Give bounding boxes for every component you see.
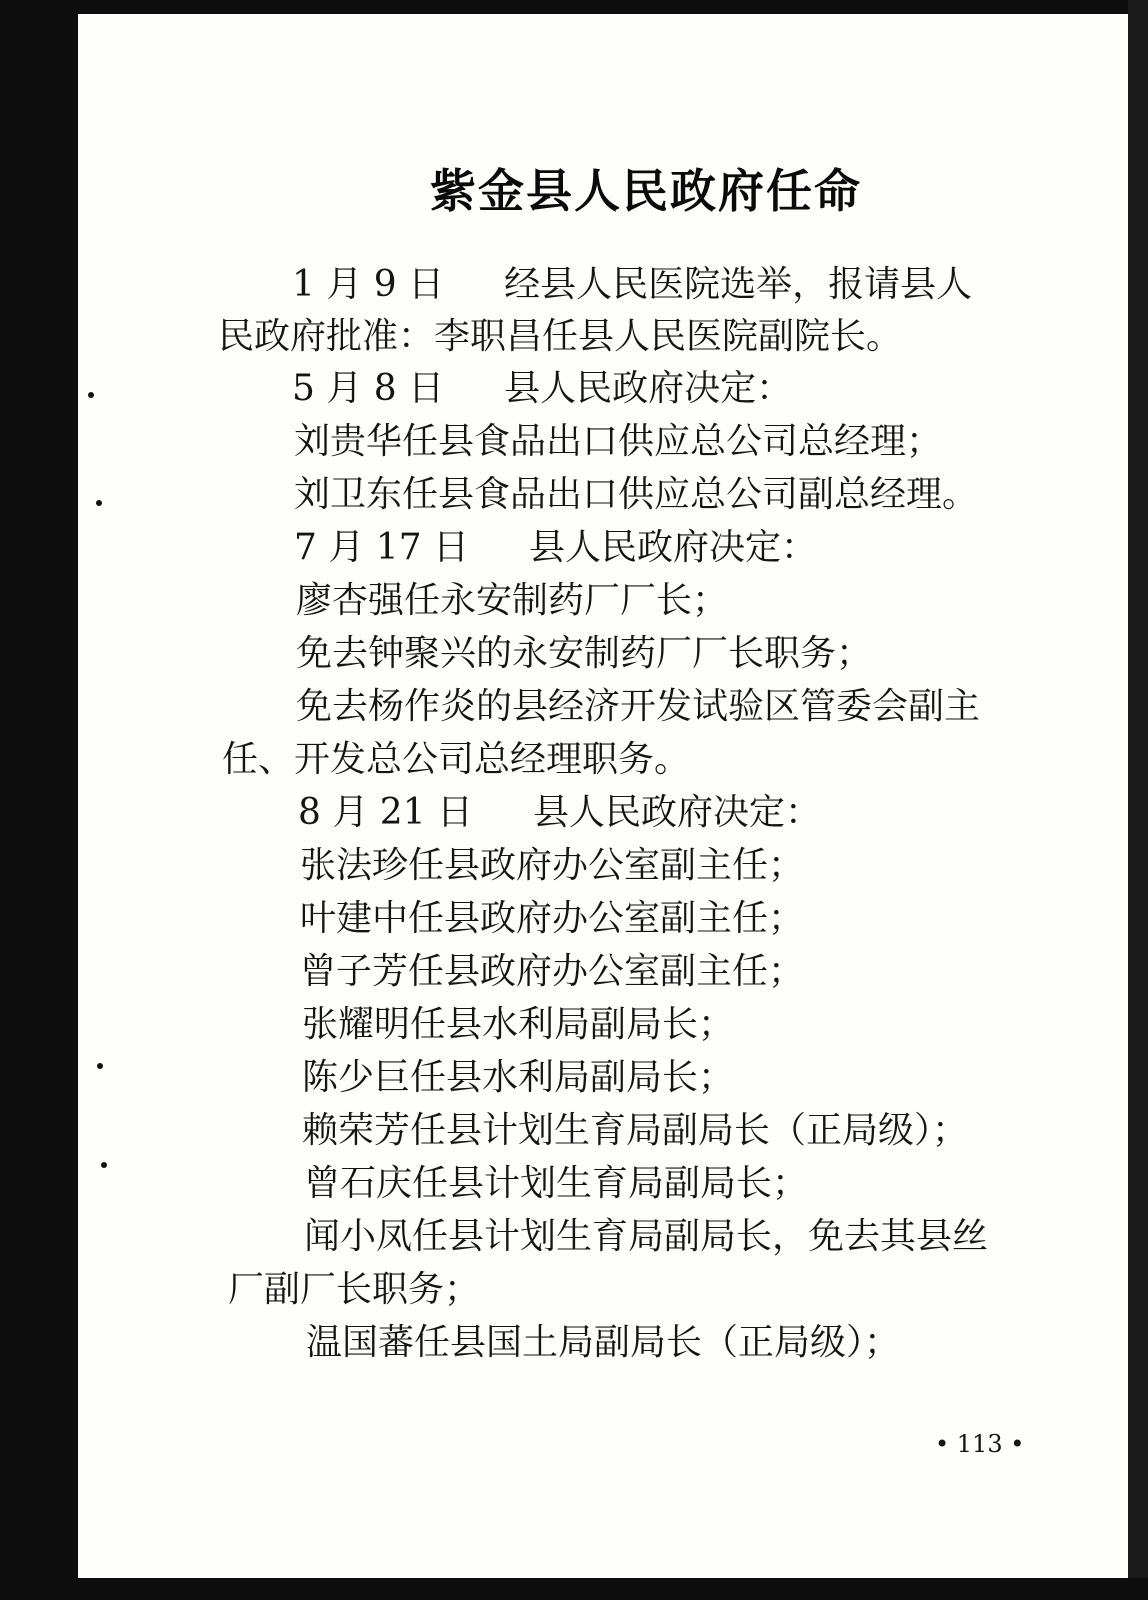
appointment-item: 免去钟聚兴的永安制药厂厂长职务； (296, 633, 873, 674)
scan-border-left (0, 0, 78, 1600)
scan-border-right (1128, 0, 1148, 1600)
page-title: 紫金县人民政府任命 (430, 164, 862, 218)
scan-speck (101, 1162, 107, 1168)
appointment-item: 免去杨作炎的县经济开发试验区管委会副主 (296, 686, 981, 727)
appointment-item: 廖杏强任永安制药厂厂长； (296, 580, 729, 621)
entry-date: 5 月 8 日 (292, 368, 445, 409)
appointment-item: 闻小凤任县计划生育局副局长，免去其县丝 (304, 1216, 989, 1257)
entry-date: 7 月 17 日 (294, 527, 470, 568)
scan-speck (97, 1063, 103, 1069)
scan-speck (88, 392, 94, 398)
scan-border-bottom (0, 1578, 1148, 1600)
appointment-item: 刘卫东任县食品出口供应总公司副总经理。 (294, 474, 979, 515)
scan-speck (96, 500, 102, 506)
appointment-item: 叶建中任县政府办公室副主任； (300, 898, 805, 939)
appointment-item: 厂副厂长职务； (228, 1269, 481, 1310)
appointment-item: 陈少巨任县水利局副局长； (302, 1057, 735, 1098)
entry-decision: 县人民政府决定： (533, 792, 822, 833)
appointment-item: 温国蕃任县国土局副局长（正局级）； (306, 1322, 901, 1363)
entry-line (292, 367, 792, 411)
appointment-item: 张耀明任县水利局副局长； (302, 1004, 735, 1045)
entry-decision: 县人民政府决定： (504, 368, 793, 409)
appointment-item: 曾石庆任县计划生育局副局长； (304, 1163, 809, 1204)
appointment-item: 赖荣芳任县计划生育局副局长（正局级）； (302, 1110, 969, 1151)
scan-border-top (0, 0, 1148, 14)
entry-decision: 县人民政府决定： (529, 527, 818, 568)
appointment-item: 张法珍任县政府办公室副主任； (300, 845, 805, 886)
appointment-item: 曾子芳任县政府办公室副主任； (300, 951, 805, 992)
entry-line (292, 263, 972, 307)
entry-date: 1 月 9 日 (292, 264, 445, 305)
appointment-item: 刘贵华任县食品出口供应总公司总经理； (294, 421, 943, 462)
entry-date: 8 月 21 日 (298, 792, 474, 833)
entry-decision: 经县人民医院选举，报请县人 (504, 264, 973, 305)
page-number: • 113 • (935, 1430, 1025, 1458)
entry-line (294, 526, 817, 570)
entry-continuation: 民政府批准：李职昌任县人民医院副院长。 (218, 316, 903, 357)
entry-line (298, 791, 821, 835)
appointment-item: 任、开发总公司总经理职务。 (222, 739, 691, 780)
